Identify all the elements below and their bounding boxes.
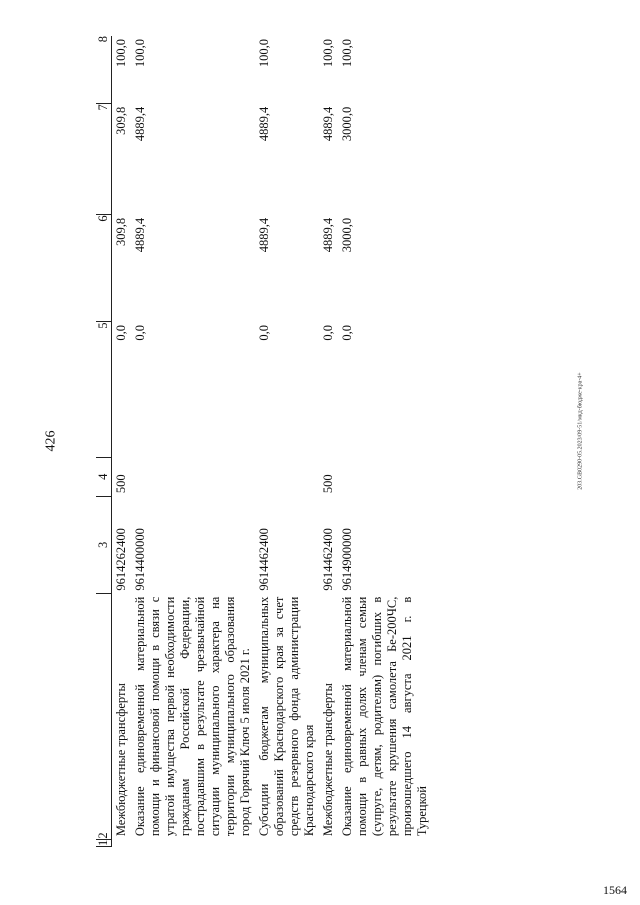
row-col7: 4889,4 bbox=[321, 106, 335, 142]
row-col7: 3000,0 bbox=[340, 106, 354, 142]
row-col5: 0,0 bbox=[112, 322, 132, 457]
header-col-2: 2 bbox=[96, 594, 112, 840]
header-col-5: 5 bbox=[96, 322, 112, 457]
table-wrapper bbox=[96, 36, 621, 847]
header-col-4: 4 bbox=[96, 457, 112, 496]
header-row bbox=[96, 36, 112, 847]
row-col8: 100,0 bbox=[340, 39, 354, 68]
row-description: Оказание единовременной материальной помощи и финансовой помощи в связи с утратой имущества первой необходимости гражданам Российской Федерации, пострадавшим в результате чрезвычайной ситуации муниципального характера на территории муниципального образования город Горячий Ключ 5 июля 2021 г. bbox=[133, 596, 252, 837]
budget-table bbox=[96, 36, 432, 847]
row-col6: 4889,4 bbox=[321, 217, 335, 253]
row-code: 9614400000 bbox=[133, 528, 147, 591]
row-col6: 4889,4 bbox=[133, 217, 147, 253]
row-code: 9614462400 bbox=[257, 528, 271, 591]
row-col8: 100,0 bbox=[257, 39, 271, 68]
row-description: Межбюджетные трансферты bbox=[321, 683, 335, 837]
row-col7: 309,8 bbox=[112, 104, 132, 215]
row-code: 9614900000 bbox=[340, 528, 354, 591]
row-description: Субсидии бюджетам муниципальных образований Краснодарского края за счет средств резервного фонда администрации Краснодарского края bbox=[257, 596, 316, 837]
row-type bbox=[338, 457, 432, 496]
table-row bbox=[338, 36, 432, 847]
row-description: Оказание единовременной материальной помощи в равных долях членам семьи (супруге, детям, родителям) погибших в результате крушения самолета Бе-200ЧС, произошедшего 14 августа 2021 г. в Турецкой bbox=[340, 596, 429, 837]
page-number: 426 bbox=[43, 430, 59, 452]
header-col-1: 1 bbox=[96, 839, 110, 846]
row-col7: 4889,4 bbox=[257, 106, 271, 142]
header-col-7: 7 bbox=[96, 104, 112, 215]
row-col7: 4889,4 bbox=[133, 106, 147, 142]
row-col6: 4889,4 bbox=[257, 217, 271, 253]
row-col8: 100,0 bbox=[133, 39, 147, 68]
table-row bbox=[255, 36, 319, 847]
row-col8: 100,0 bbox=[112, 36, 132, 104]
row-col5: 0,0 bbox=[257, 324, 271, 341]
header-col-6: 6 bbox=[96, 215, 112, 322]
table-row bbox=[319, 36, 338, 847]
row-type bbox=[255, 457, 319, 496]
sheet-number: 1564 bbox=[603, 883, 627, 897]
document-stamp: 203.GB0290-05.2023/09-51/мкд-бюдже-кра-4+ bbox=[577, 372, 584, 490]
row-type bbox=[131, 457, 255, 496]
row-col6: 3000,0 bbox=[340, 217, 354, 253]
header-col-8: 8 bbox=[96, 36, 112, 104]
row-type: 500 bbox=[321, 474, 335, 494]
row-description: Межбюджетные трансферты bbox=[112, 594, 132, 840]
header-col-3: 3 bbox=[96, 496, 112, 594]
row-code: 9614262400 bbox=[112, 496, 132, 594]
row-type: 500 bbox=[112, 457, 132, 496]
row-code: 9614462400 bbox=[321, 528, 335, 591]
row-col5: 0,0 bbox=[340, 324, 354, 341]
row-col8: 100,0 bbox=[321, 39, 335, 68]
table-row bbox=[131, 36, 255, 847]
row-col5: 0,0 bbox=[133, 324, 147, 341]
row-col5: 0,0 bbox=[321, 324, 335, 341]
table-row bbox=[112, 36, 132, 847]
row-col6: 309,8 bbox=[112, 215, 132, 322]
rotated-table-area bbox=[96, 36, 621, 847]
